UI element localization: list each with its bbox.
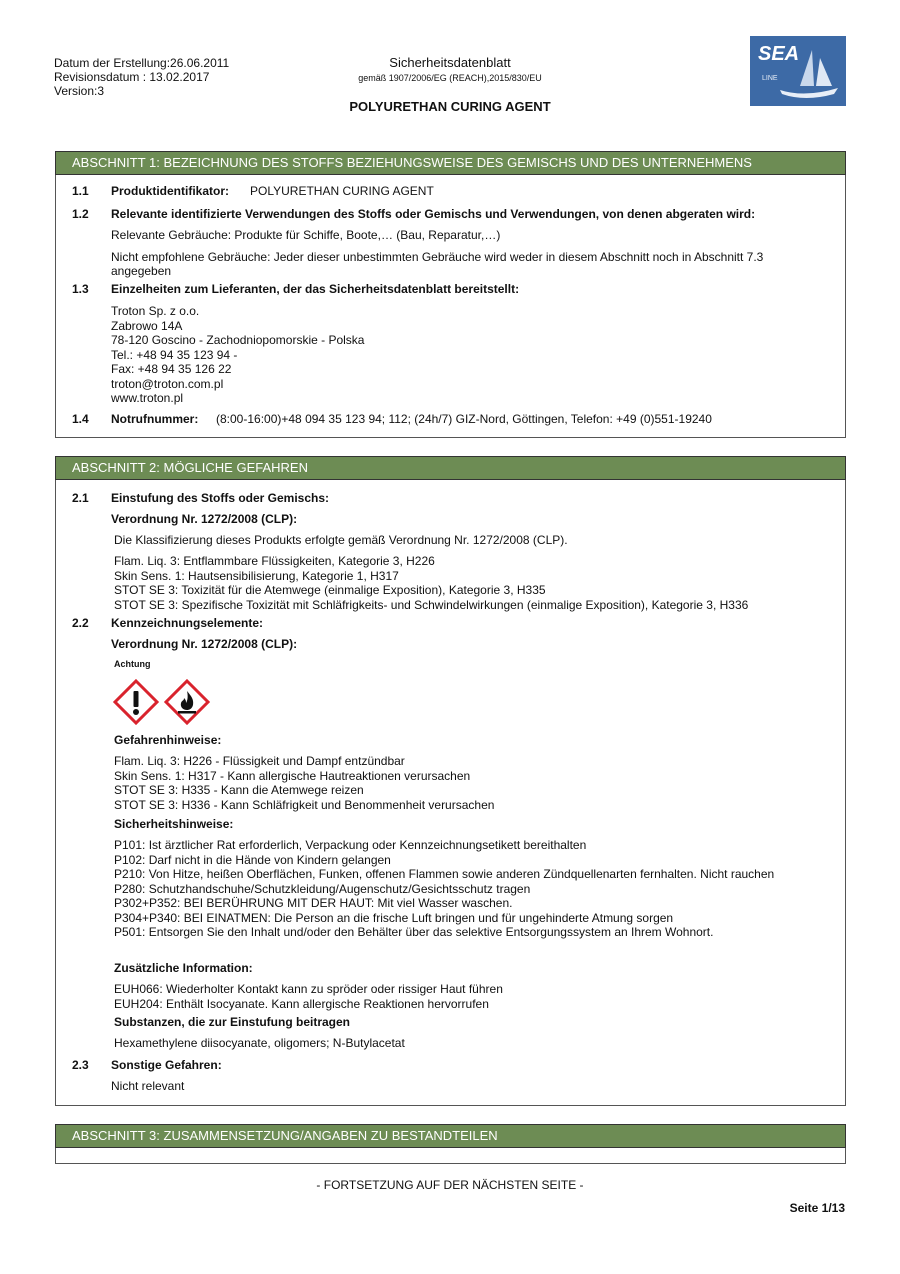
document-subtitle: gemäß 1907/2006/EG (REACH),2015/830/EU [358, 73, 542, 83]
precautionary-statement: P302+P352: BEI BERÜHRUNG MIT DER HAUT: Mit viel Wasser waschen. [114, 896, 513, 910]
item-label: Relevante identifizierte Verwendungen des Stoffs oder Gemischs und Verwendungen, von denen abgeraten wird: [111, 207, 756, 221]
item-number: 2.3 [72, 1058, 89, 1072]
signal-word: Achtung [114, 659, 151, 669]
regulation-heading: Verordnung Nr. 1272/2008 (CLP): [111, 637, 298, 651]
other-hazards: Nicht relevant [111, 1079, 185, 1093]
classification-list [114, 554, 748, 612]
supplier-line: Fax: +48 94 35 126 22 [111, 362, 232, 376]
svg-text:LINE: LINE [762, 75, 778, 82]
continuation-note: - FORTSETZUNG AUF DER NÄCHSTEN SEITE - [316, 1178, 584, 1192]
precautionary-statement: P102: Darf nicht in die Hände von Kindern gelangen [114, 852, 391, 867]
item-number: 1.4 [72, 412, 89, 426]
not-recommended-uses-cont: angegeben [111, 264, 172, 278]
additional-information-heading: Zusätzliche Information: [114, 961, 253, 975]
section-2 [55, 456, 846, 1106]
revision-date: Revisionsdatum : 13.02.2017 [54, 70, 210, 84]
document-heading [300, 55, 600, 83]
supplier-address [111, 304, 364, 406]
precautionary-statement: P501: Entsorgen Sie den Inhalt und/oder den Behälter über das selektive Entsorgungssystem an Ihrem Wohnort. [114, 925, 714, 939]
product-title: POLYURETHAN CURING AGENT [349, 99, 551, 114]
regulation-heading: Verordnung Nr. 1272/2008 (CLP): [111, 512, 298, 526]
contributing-substances: Hexamethylene diisocyanate, oligomers; N-Butylacetat [114, 1036, 405, 1050]
item-label: Sonstige Gefahren: [111, 1058, 222, 1072]
item-number: 1.2 [72, 207, 89, 221]
item-label: Produktidentifikator: [111, 184, 230, 198]
item-number: 1.3 [72, 282, 89, 296]
supplier-website: www.troton.pl [111, 391, 184, 405]
item-label: Kennzeichnungselemente: [111, 616, 264, 630]
hazard-statements-heading: Gefahrenhinweise: [114, 733, 222, 747]
classification-item: Skin Sens. 1: Hautsensibilisierung, Kategorie 1, H317 [114, 568, 399, 583]
supplier-line: Zabrowo 14A [111, 318, 183, 333]
section-3 [55, 1124, 846, 1164]
additional-statement: EUH066: Wiederholter Kontakt kann zu spröder oder rissiger Haut führen [114, 982, 503, 996]
section-2-heading: ABSCHNITT 2: MÖGLICHE GEFAHREN [55, 456, 846, 480]
document-title: Sicherheitsdatenblatt [389, 55, 511, 70]
hazard-statement: Flam. Liq. 3: H226 - Flüssigkeit und Dampf entzündbar [114, 754, 405, 768]
item-label: Einstufung des Stoffs oder Gemischs: [111, 491, 330, 505]
item-number: 2.1 [72, 491, 89, 505]
supplier-email: troton@troton.com.pl [111, 376, 224, 391]
item-label: Einzelheiten zum Lieferanten, der das Sicherheitsdatenblatt bereitstellt: [111, 282, 520, 296]
svg-text:SEA: SEA [758, 43, 800, 65]
supplier-line: Tel.: +48 94 35 123 94 - [111, 347, 238, 362]
classification-note: Die Klassifizierung dieses Produkts erfolgte gemäß Verordnung Nr. 1272/2008 (CLP). [114, 533, 568, 547]
hazard-statement: STOT SE 3: H335 - Kann die Atemwege reizen [114, 783, 364, 797]
relevant-uses: Relevante Gebräuche: Produkte für Schiffe, Boote,… (Bau, Reparatur,…) [111, 228, 501, 242]
item-number: 1.1 [72, 184, 89, 198]
exclamation-mark-pictogram-icon [113, 679, 159, 728]
additional-statement: EUH204: Enthält Isocyanate. Kann allergische Reaktionen hervorrufen [114, 996, 489, 1011]
item-number: 2.2 [72, 616, 89, 630]
classification-item: STOT SE 3: Toxizität für die Atemwege (einmalige Exposition), Kategorie 3, H335 [114, 583, 546, 597]
not-recommended-uses: Nicht empfohlene Gebräuche: Jeder dieser unbestimmten Gebräuche wird weder in diesem Abschnitt noch in Abschnitt 7.3 [111, 250, 764, 264]
supplier-line: 78-120 Goscino - Zachodniopomorskie - Polska [111, 333, 365, 347]
section-3-heading: ABSCHNITT 3: ZUSAMMENSETZUNG/ANGABEN ZU BESTANDTEILEN [55, 1124, 846, 1148]
classification-item: STOT SE 3: Spezifische Toxizität mit Schläfrigkeits- und Schwindelwirkungen (einmalige Exposition), Kategorie 3, H336 [114, 597, 749, 612]
version: Version:3 [54, 84, 105, 98]
item-label: Notrufnummer: [111, 412, 199, 426]
contributing-substances-heading: Substanzen, die zur Einstufung beitragen [114, 1015, 351, 1029]
precautionary-statement: P101: Ist ärztlicher Rat erforderlich, Verpackung oder Kennzeichnungsetikett bereithalten [114, 838, 587, 852]
sea-line-logo [750, 36, 846, 106]
precautionary-statements-heading: Sicherheitshinweise: [114, 817, 234, 831]
precautionary-statement: P280: Schutzhandschuhe/Schutzkleidung/Augenschutz/Gesichtsschutz tragen [114, 881, 531, 896]
page-number: Seite 1/13 [789, 1201, 845, 1215]
section-1-heading: ABSCHNITT 1: BEZEICHNUNG DES STOFFS BEZIEHUNGSWEISE DES GEMISCHS UND DES UNTERNEHMENS [55, 151, 846, 175]
flame-pictogram-icon [164, 679, 210, 728]
hazard-statement: STOT SE 3: H336 - Kann Schläfrigkeit und Benommenheit verursachen [114, 797, 495, 812]
precautionary-statements [114, 838, 774, 940]
supplier-line: Troton Sp. z o.o. [111, 304, 200, 318]
document-meta [54, 56, 229, 98]
hazard-statement: Skin Sens. 1: H317 - Kann allergische Hautreaktionen verursachen [114, 768, 471, 783]
emergency-number: (8:00-16:00)+48 094 35 123 94; 112; (24h/7) GIZ-Nord, Göttingen, Telefon: +49 (0)551-19240 [216, 412, 712, 426]
additional-information [114, 982, 503, 1011]
precautionary-statement: P210: Von Hitze, heißen Oberflächen, Funken, offenen Flammen sowie anderen Zündquellenarten fernhalten. Nicht rauchen [114, 867, 775, 881]
creation-date: Datum der Erstellung:26.06.2011 [54, 56, 230, 70]
classification-item: Flam. Liq. 3: Entflammbare Flüssigkeiten, Kategorie 3, H226 [114, 554, 435, 568]
hazard-statements [114, 754, 494, 812]
section-1 [55, 151, 846, 438]
precautionary-statement: P304+P340: BEI EINATMEN: Die Person an die frische Luft bringen und für ungehinderte Atmung sorgen [114, 910, 674, 925]
product-identifier: POLYURETHAN CURING AGENT [250, 184, 434, 198]
